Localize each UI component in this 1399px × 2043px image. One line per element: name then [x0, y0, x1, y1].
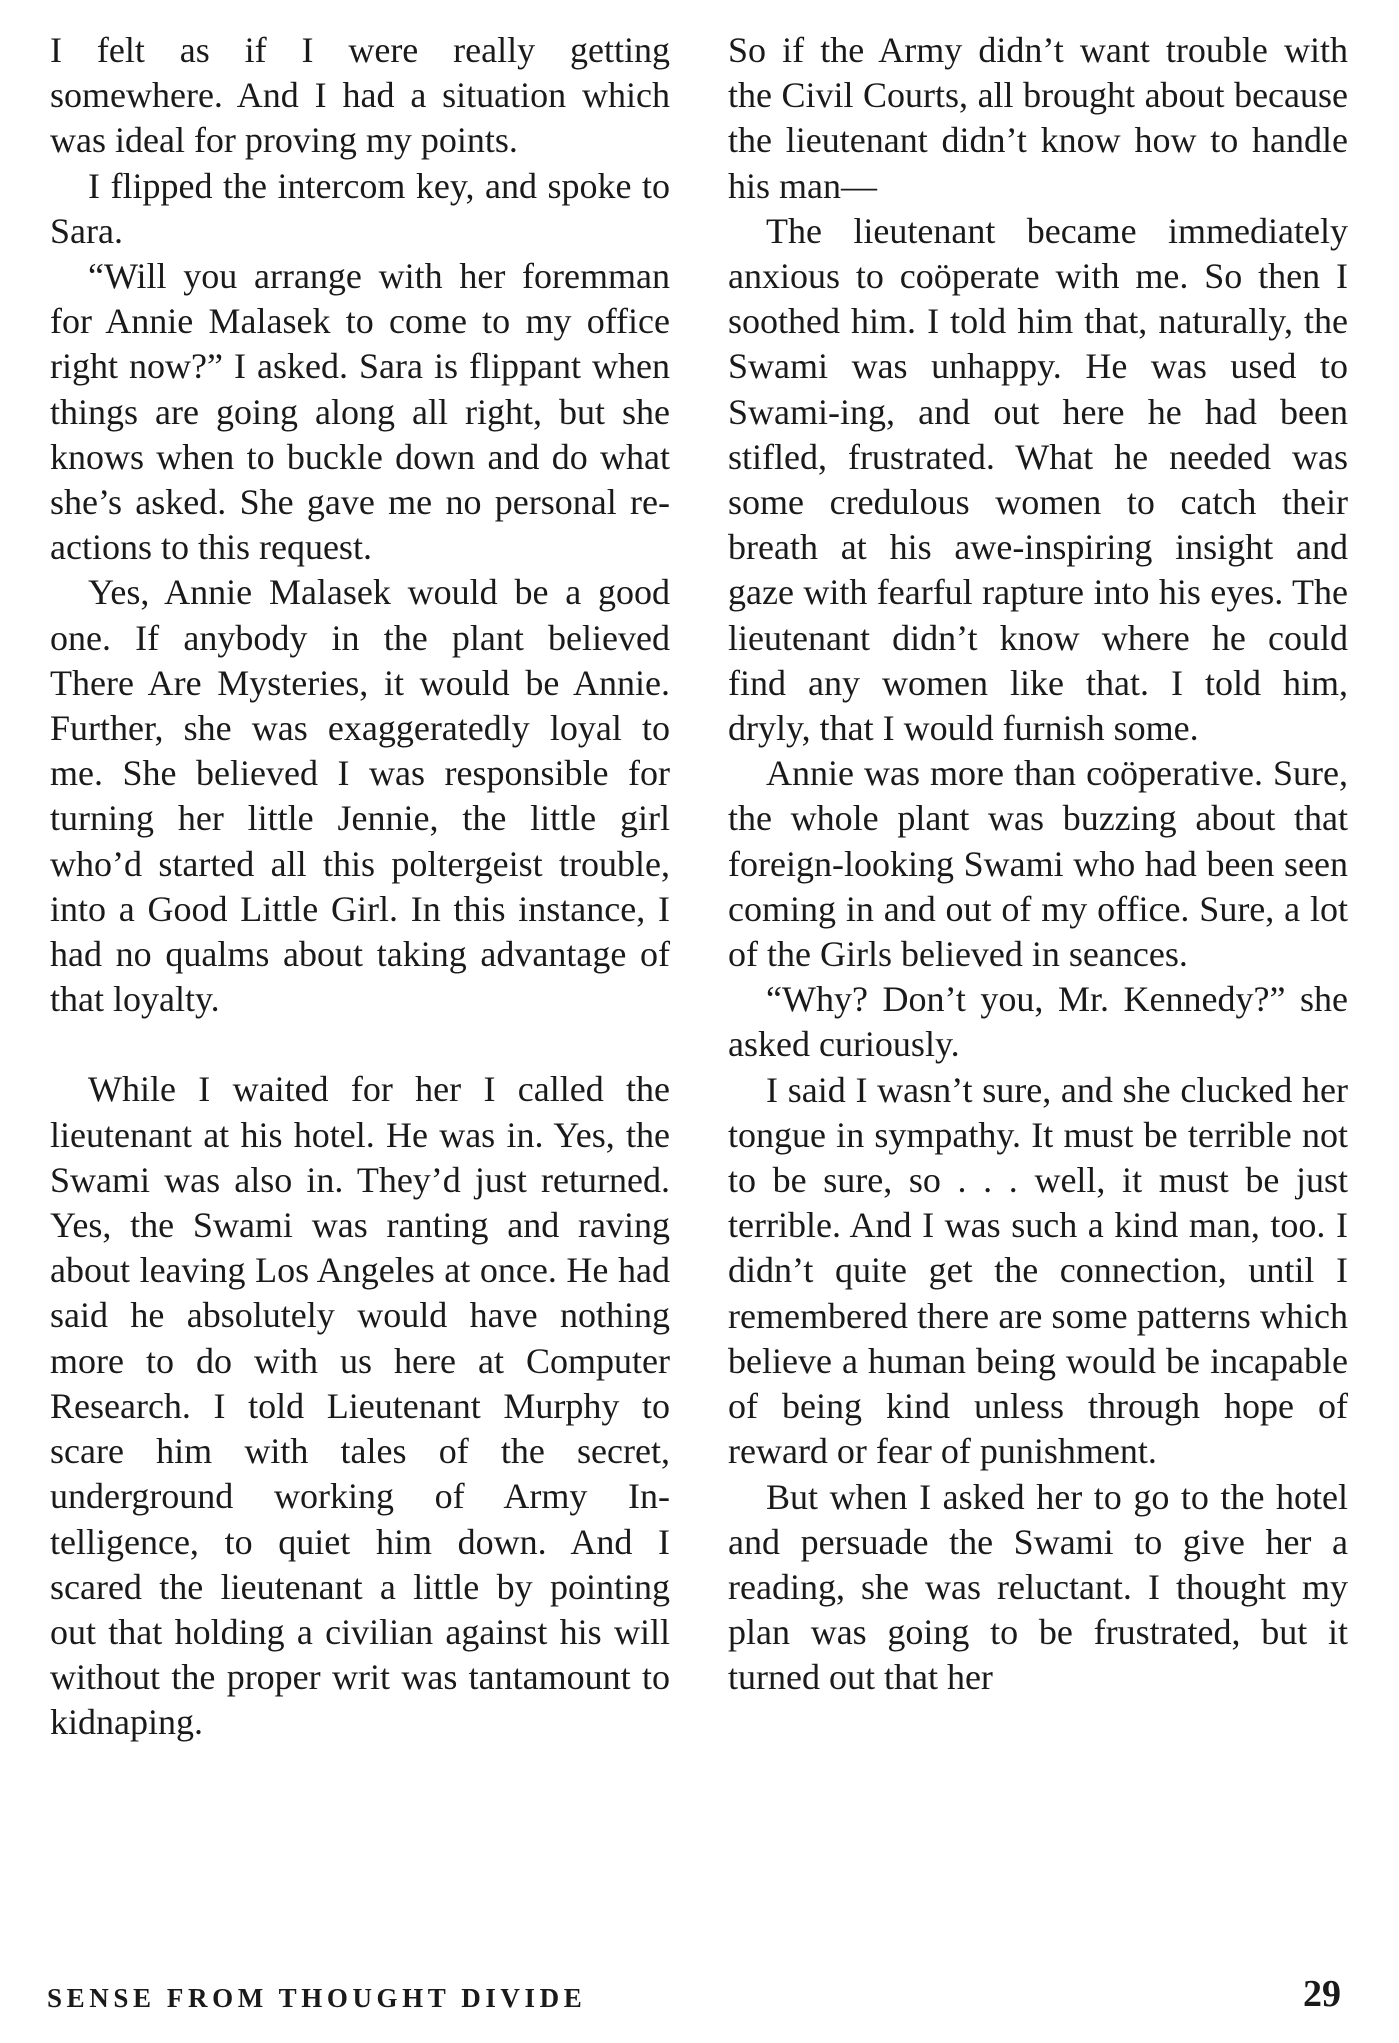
page-number: 29: [1303, 1973, 1341, 2015]
paragraph: “Why? Don’t you, Mr. Kennedy?” she asked curiously.: [728, 979, 1348, 1065]
running-title: SENSE FROM THOUGHT DIVIDE: [47, 1983, 587, 2013]
paragraph: But when I asked her to go to the hotel and persuade the Swami to give her a reading, she was reluctant. I thought my plan was going to be frustrated, but it turned out that her: [728, 1476, 1348, 1698]
paragraph: The lieutenant became immediately anxious to coöperate with me. So then I soothed him. I told him that, naturally, the Swami was unhappy. He was used to Swami-ing, and out here he had been stifled, frustrated. What he needed was some credulous women to catch their breath at his awe-inspiring insight and gaze with fearful rapture into his eyes. The lieutenant didn’t know where he could find any women like that. I told him, dryly, that I would furnish some.: [728, 210, 1348, 749]
paragraph: I felt as if I were really getting somewhere. And I had a situation which was ideal for proving my points.: [50, 30, 670, 161]
paragraph: While I waited for her I called the lieutenant at his hotel. He was in. Yes, the Swami was also in. They’d just returned. Yes, the Swami was ranting and raving about leaving Los Angeles at once. He had said he absolutely would have nothing more to do with us here at Computer Research. I told Lieutenant Murphy to scare him with tales of the secret, underground working of Army Intelligence, to quiet him down. And I scared the lieutenant a little by pointing out that holding a civilian against his will without the proper writ was tantamount to kidnaping.: [50, 1069, 670, 1743]
left-text-column: [50, 28, 670, 1746]
paragraph: Annie was more than coöperative. Sure, the whole plant was buzzing about that foreign-looking Swami who had been seen coming in and out of my office. Sure, a lot of the Girls believed in seances.: [728, 753, 1348, 975]
paragraph: I said I wasn’t sure, and she clucked her tongue in sympathy. It must be terrible not to be sure, so . . . well, it must be just terrible. And I was such a kind man, too. I didn’t quite get the connection, until I remembered there are some patterns which believe a human being would be incapable of being kind unless through hope of reward or fear of punishment.: [728, 1069, 1348, 1472]
paragraph: I flipped the intercom key, and spoke to Sara.: [50, 165, 670, 251]
right-text-column: [728, 28, 1348, 1701]
paragraph: So if the Army didn’t want trouble with the Civil Courts, all brought about because the lieutenant didn’t know how to handle his man—: [728, 30, 1348, 206]
paragraph: “Will you arrange with her foremman for Annie Malasek to come to my office right now?” I asked. Sara is flippant when things are going along all right, but she knows when to buckle down and do what she’s asked. She gave me no personal reactions to this request.: [50, 256, 670, 568]
paragraph: Yes, Annie Malasek would be a good one. If anybody in the plant believed There Are Mysteries, it would be Annie. Further, she was exaggeratedly loyal to me. She believed I was responsible for turning her little Jennie, the little girl who’d started all this poltergeist trouble, into a Good Little Girl. In this instance, I had no qualms about taking advantage of that loyalty.: [50, 572, 670, 1020]
